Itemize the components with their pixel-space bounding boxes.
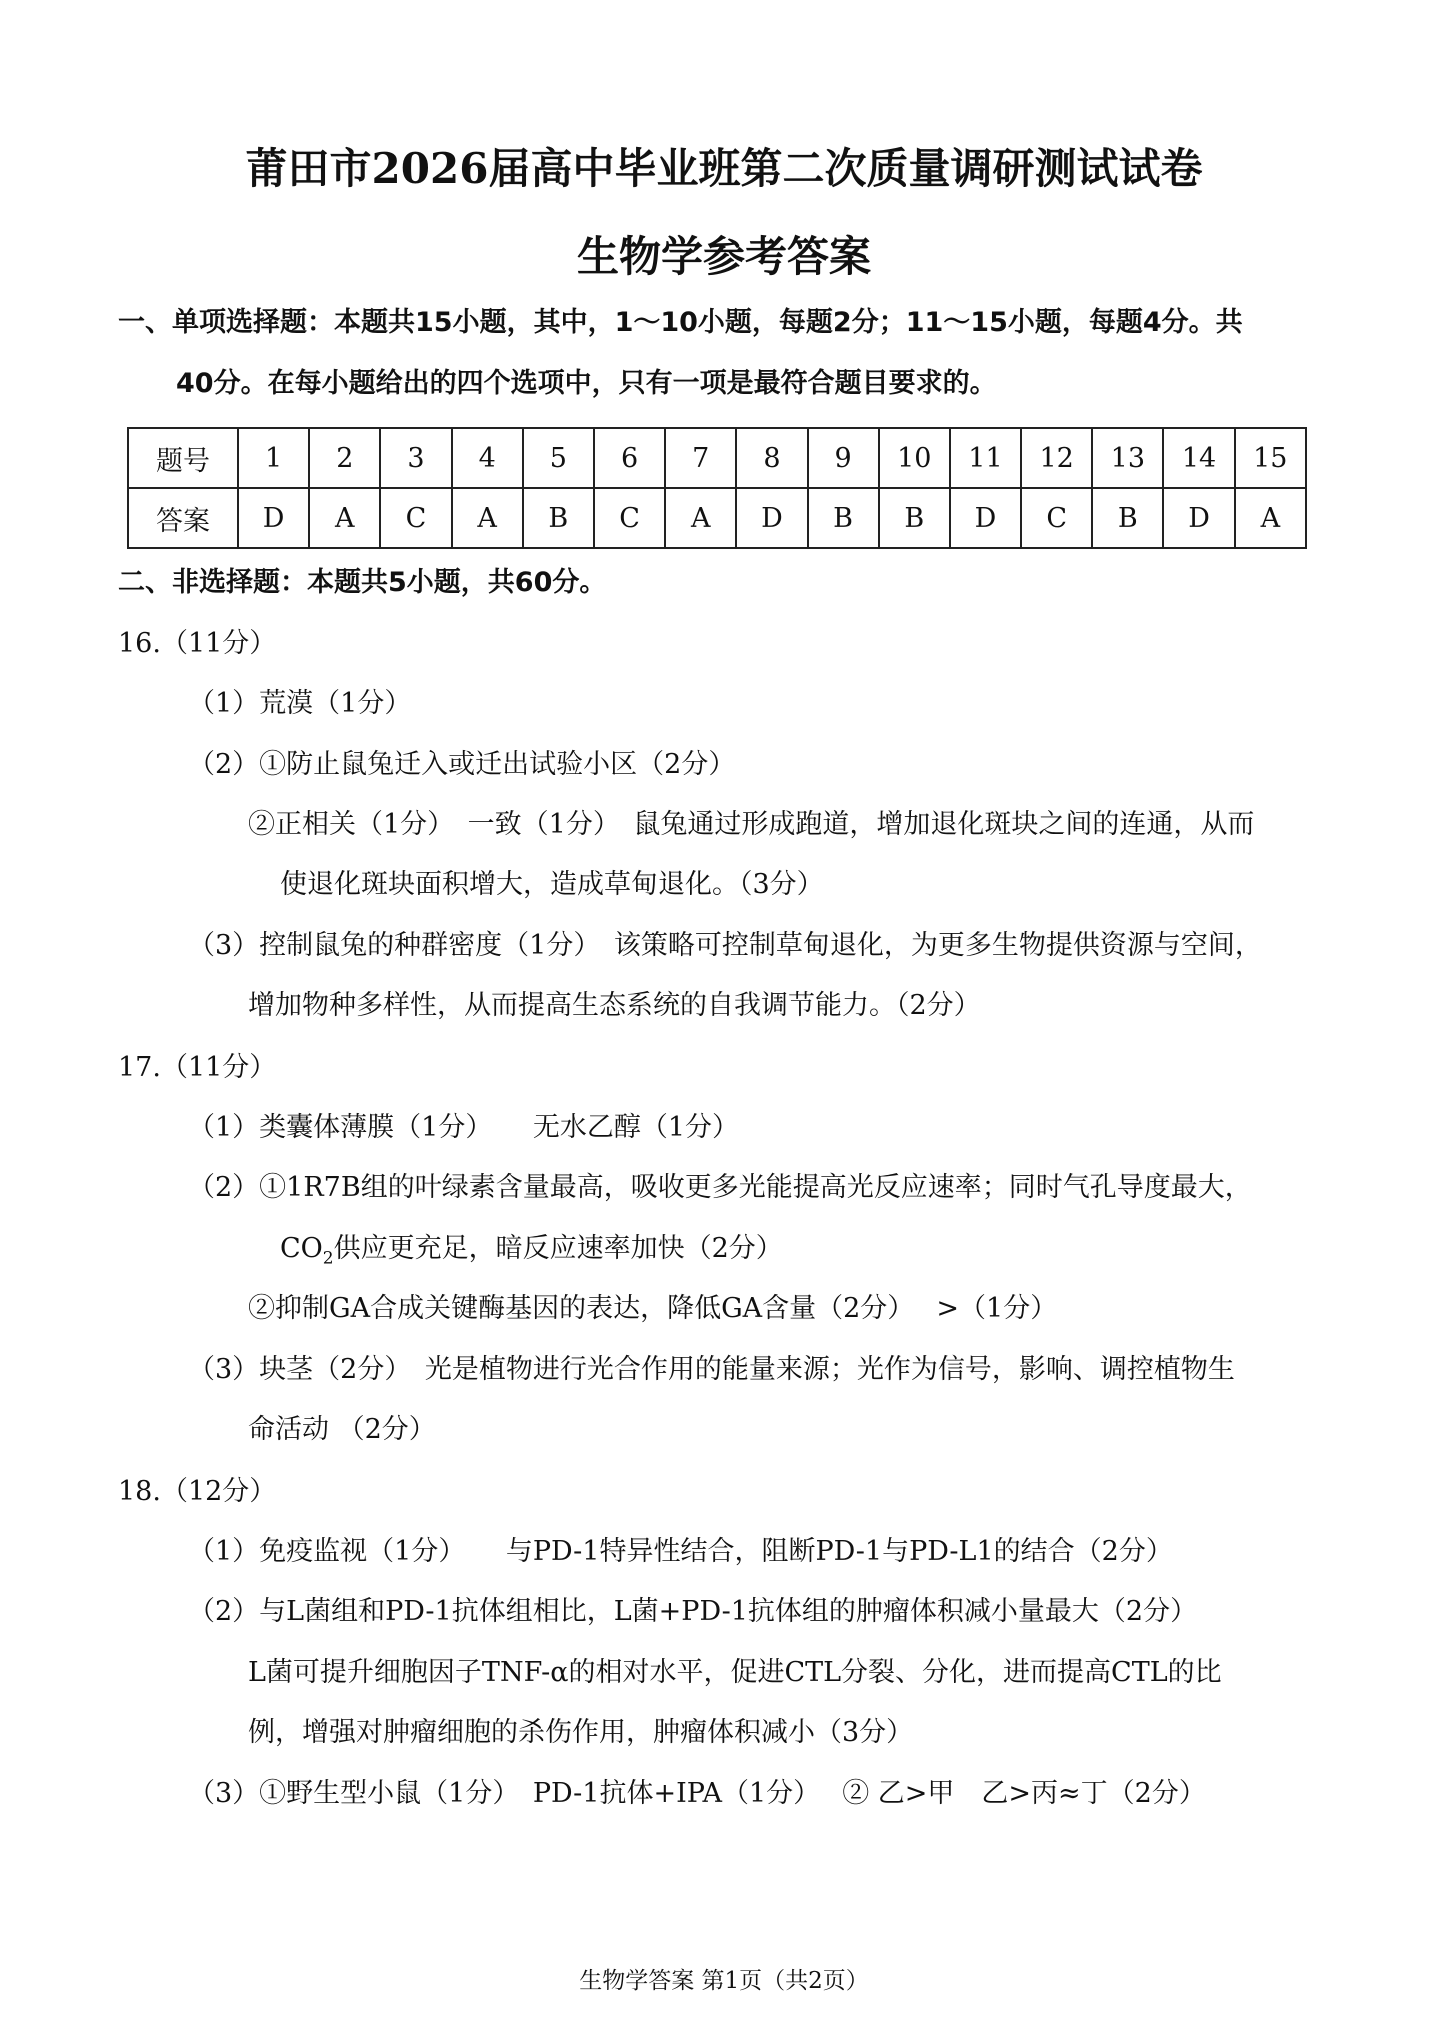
table-cell: 15 — [1235, 428, 1306, 488]
table-row-numbers — [128, 428, 1306, 488]
q17-part2-b — [280, 1231, 783, 1276]
table-cell: C — [1021, 488, 1092, 548]
table-cell: 3 — [380, 428, 451, 488]
row-label-answer: 答案 — [128, 488, 238, 548]
section1-line1: 一、单项选择题：本题共15小题，其中，1～10小题，每题2分；11～15小题，每题4分。共 — [118, 307, 1243, 338]
section1-line2: 40分。在每小题给出的四个选项中，只有一项是最符合题目要求的。 — [176, 368, 997, 399]
page-footer: 生物学答案 第1页（共2页） — [579, 1968, 869, 1994]
table-cell: 2 — [309, 428, 380, 488]
q16-part1: （1）荒漠（1分） — [188, 688, 412, 719]
table-cell: A — [1235, 488, 1306, 548]
table-cell: 14 — [1163, 428, 1234, 488]
table-cell: A — [309, 488, 380, 548]
table-cell: 5 — [523, 428, 594, 488]
q18-part3: （3）①野生型小鼠（1分） PD-1抗体+IPA（1分） ② 乙>甲 乙>丙≈丁（2分） — [188, 1778, 1206, 1809]
table-cell: C — [594, 488, 665, 548]
row-label-number: 题号 — [128, 428, 238, 488]
table-cell: 11 — [950, 428, 1021, 488]
table-cell: A — [665, 488, 736, 548]
table-cell: B — [808, 488, 879, 548]
table-row-answers — [128, 488, 1306, 548]
q17-part2-c: ②抑制GA合成关键酶基因的表达，降低GA含量（2分） >（1分） — [248, 1293, 1058, 1324]
answer-table — [127, 427, 1307, 549]
q17-part3-b: 命活动 （2分） — [248, 1414, 436, 1445]
table-cell: D — [238, 488, 309, 548]
table-cell: 4 — [452, 428, 523, 488]
table-cell: 9 — [808, 428, 879, 488]
q17-heading: 17.（11分） — [118, 1052, 277, 1083]
table-cell: D — [950, 488, 1021, 548]
co2-subscript: 2 — [322, 1248, 334, 1269]
section2-heading: 二、非选择题：本题共5小题，共60分。 — [118, 567, 607, 598]
q17-part2-b-text: 供应更充足，暗反应速率加快（2分） — [333, 1233, 783, 1264]
table-cell: 10 — [879, 428, 950, 488]
page-title: 莆田市2026届高中毕业班第二次质量调研测试试卷 — [245, 144, 1203, 193]
table-cell: 13 — [1092, 428, 1163, 488]
q17-part3-a: （3）块茎（2分） 光是植物进行光合作用的能量来源；光作为信号，影响、调控植物生 — [188, 1354, 1235, 1385]
table-cell: B — [879, 488, 950, 548]
table-cell: B — [1092, 488, 1163, 548]
table-cell: D — [736, 488, 807, 548]
q17-part2-a: （2）①1R7B组的叶绿素含量最高，吸收更多光能提高光反应速率；同时气孔导度最大， — [188, 1172, 1252, 1203]
q16-heading: 16.（11分） — [118, 628, 277, 659]
q18-part2-c: 例，增强对肿瘤细胞的杀伤作用，肿瘤体积减小（3分） — [248, 1717, 914, 1748]
q18-part2-b: L菌可提升细胞因子TNF-α的相对水平，促进CTL分裂、分化，进而提高CTL的比 — [248, 1657, 1222, 1688]
q16-part2-c: 使退化斑块面积增大，造成草甸退化。（3分） — [280, 869, 824, 900]
q16-part3-a: （3）控制鼠兔的种群密度（1分） 该策略可控制草甸退化，为更多生物提供资源与空间， — [188, 930, 1262, 961]
q16-part3-b: 增加物种多样性，从而提高生态系统的自我调节能力。（2分） — [248, 990, 981, 1021]
table-cell: 7 — [665, 428, 736, 488]
page-subtitle: 生物学参考答案 — [576, 232, 871, 281]
q18-heading: 18.（12分） — [118, 1476, 277, 1507]
q18-part2-a: （2）与L菌组和PD-1抗体组相比，L菌+PD-1抗体组的肿瘤体积减小量最大（2分） — [188, 1596, 1198, 1627]
q18-part1: （1）免疫监视（1分） 与PD-1特异性结合，阻断PD-1与PD-L1的结合（2分） — [188, 1536, 1173, 1567]
q16-part2-a: （2）①防止鼠兔迁入或迁出试验小区（2分） — [188, 749, 736, 780]
table-cell: C — [380, 488, 451, 548]
q16-part2-b: ②正相关（1分） 一致（1分） 鼠兔通过形成跑道，增加退化斑块之间的连通，从而 — [248, 809, 1255, 840]
table-cell: B — [523, 488, 594, 548]
table-cell: D — [1163, 488, 1234, 548]
q17-part1: （1）类囊体薄膜（1分） 无水乙醇（1分） — [188, 1112, 740, 1143]
table-cell: A — [452, 488, 523, 548]
co2-formula: CO — [280, 1233, 323, 1264]
table-cell: 6 — [594, 428, 665, 488]
table-cell: 12 — [1021, 428, 1092, 488]
table-cell: 1 — [238, 428, 309, 488]
table-cell: 8 — [736, 428, 807, 488]
